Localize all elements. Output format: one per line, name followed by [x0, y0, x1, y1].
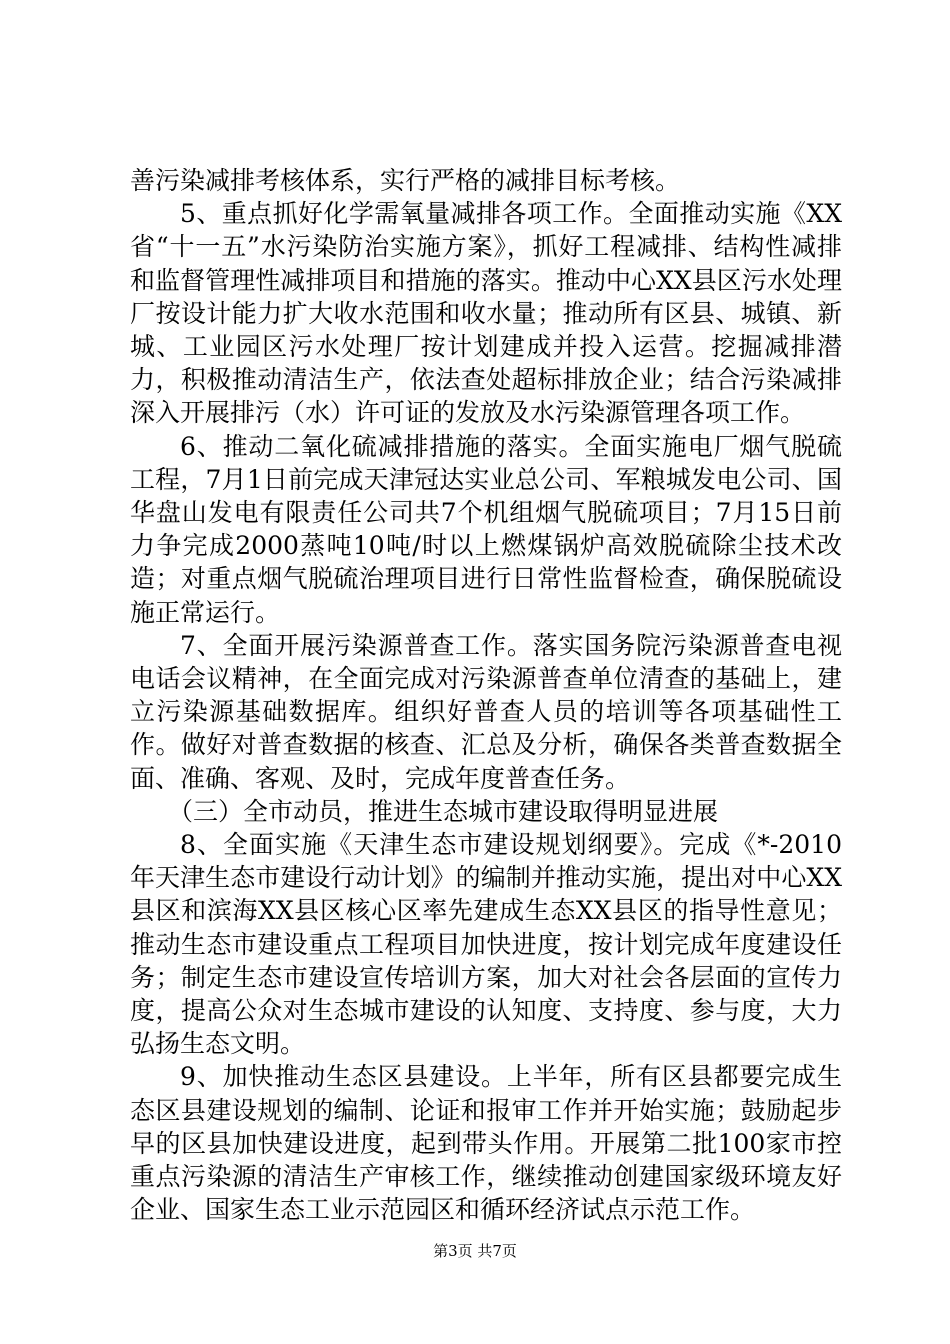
- document-body: [130, 164, 842, 1227]
- paragraph-item-7: 7、全面开展污染源普查工作。落实国务院污染源普查电视电话会议精神，在全面完成对污染源普查单位清查的基础上，建立污染源基础数据库。组织好普查人员的培训等各项基础性工作。做好对普查数据的核查、汇总及分析，确保各类普查数据全面、准确、客观、及时，完成年度普查任务。: [130, 630, 842, 793]
- page-footer: 第3页 共7页: [433, 1242, 517, 1260]
- section-heading: （三）全市动员，推进生态城市建设取得明显进展: [168, 796, 719, 826]
- paragraph-item-6: 6、推动二氧化硫减排措施的落实。全面实施电厂烟气脱硫工程，7月1日前完成天津冠达实业总公司、军粮城发电公司、国华盘山发电有限责任公司共7个机组烟气脱硫项目；7月15日前力争完成2000蒸吨10吨/时以上燃煤锅炉高效脱硫除尘技术改造；对重点烟气脱硫治理项目进行日常性监督检查，确保脱硫设施正常运行。: [130, 431, 842, 627]
- paragraph-item-9: 9、加快推动生态区县建设。上半年，所有区县都要完成生态区县建设规划的编制、论证和报审工作并开始实施；鼓励起步早的区县加快建设进度，起到带头作用。开展第二批100家市控重点污染源的清洁生产审核工作，继续推动创建国家级环境友好企业、国家生态工业示范园区和循环经济试点示范工作。: [130, 1062, 842, 1225]
- paragraph-continuation: 善污染减排考核体系，实行严格的减排目标考核。: [130, 166, 681, 195]
- paragraph-item-8: 8、全面实施《天津生态市建设规划纲要》。完成《*-2010年天津生态市建设行动计划》的编制并推动实施，提出对中心XX县区和滨海XX县区核心区率先建成生态XX县区的指导性意见；推动生态市建设重点工程项目加快进度，按计划完成年度建设任务；制定生态市建设宣传培训方案，加大对社会各层面的宣传力度，提高公众对生态城市建设的认知度、支持度、参与度，大力弘扬生态文明。: [130, 830, 842, 1059]
- paragraph-item-5: 5、重点抓好化学需氧量减排各项工作。全面推动实施《XX省“十一五”水污染防治实施方案》，抓好工程减排、结构性减排和监督管理性减排项目和措施的落实。推动中心XX县区污水处理厂按设计能力扩大收水范围和收水量；推动所有区县、城镇、新城、工业园区污水处理厂按计划建成并投入运营。挖掘减排潜力，积极推动清洁生产，依法查处超标排放企业；结合污染减排深入开展排污（水）许可证的发放及水污染源管理各项工作。: [130, 199, 842, 428]
